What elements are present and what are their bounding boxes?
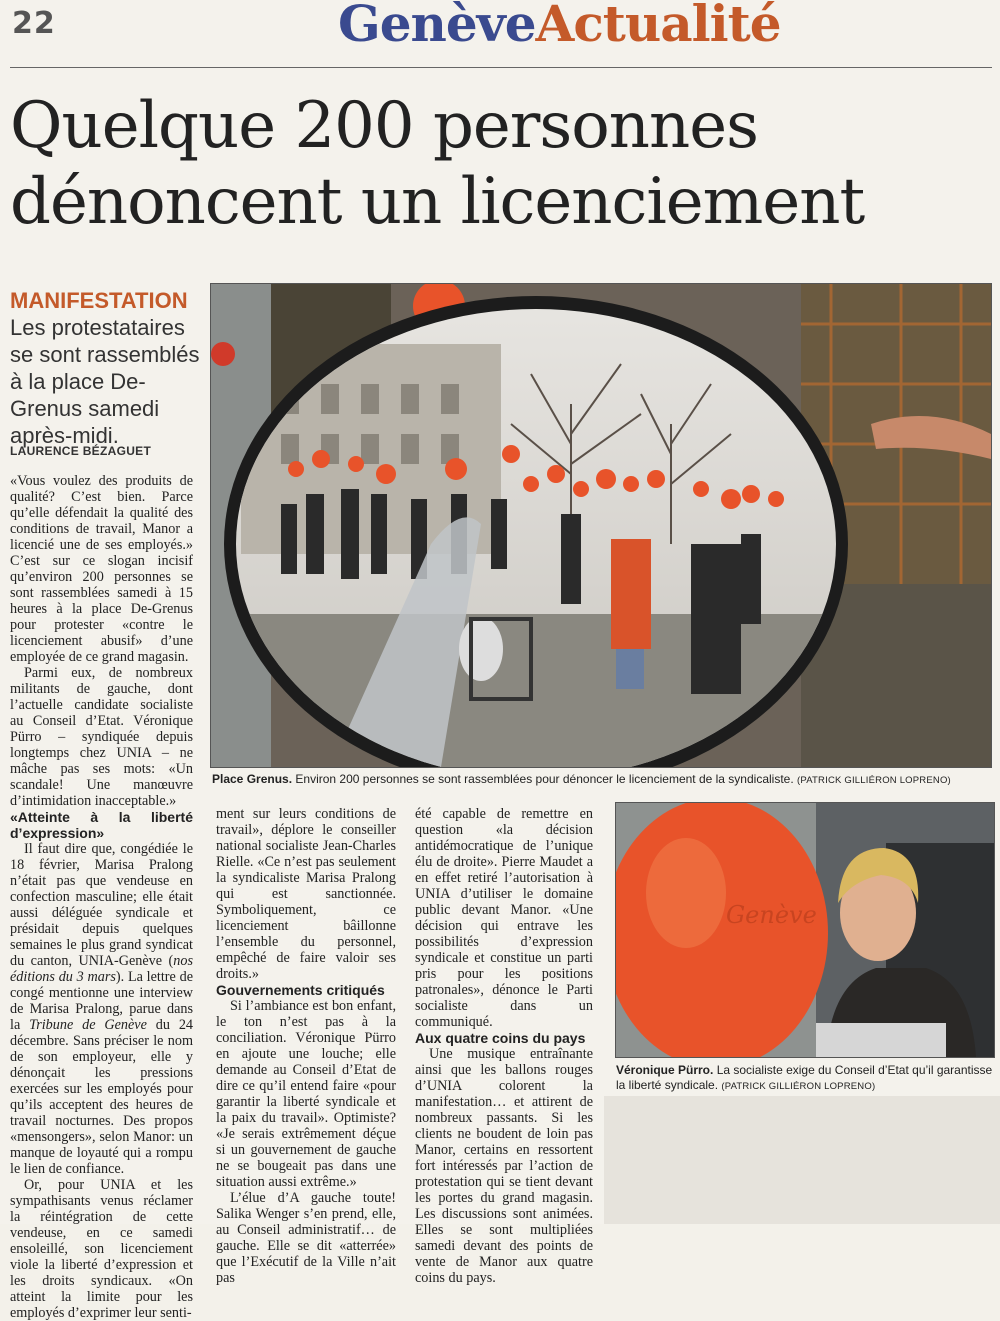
article-column-2: [216, 806, 396, 1286]
headline-line-2: dénoncent un licenciement: [10, 165, 865, 239]
col1-p3-part-b: ). La lettre de congé mentionne une interview de Marisa Pralong, parue dans la: [10, 969, 193, 1033]
main-photo: [210, 283, 992, 768]
masthead: [338, 0, 781, 53]
byline: LAURENCE BÉZAGUET: [10, 444, 152, 458]
col1-paragraph-4: Or, pour UNIA et les sympathisants venus réclamer la réintégration de cette vendeuse, en ce samedi ensoleillé, son licenciement viole la liberté d’expression et les droits syndicaux. «On atteint la limite pour les employés d’exprimer leur senti-: [10, 1177, 193, 1321]
portrait-caption-credit: (PATRICK GILLIÉRON LOPRENO): [721, 1081, 876, 1092]
portrait-photo-caption: [616, 1063, 996, 1094]
portrait-photo: [615, 802, 995, 1058]
col1-paragraph-1: «Vous voulez des produits de qualité? C’est bien. Parce qu’elle défendait la qualité des conditions de travail, Manor a licencié une de ses employés.» C’est sur ce slogan incisif qu’environ 200 personnes se sont rassemblées samedi à 15 heures à la place De-Grenus pour protester «contre le licenciement abusif» d’une employée de ce grand magasin.: [10, 473, 193, 665]
page-number: 22: [12, 6, 56, 41]
header-rule: [10, 67, 992, 68]
portrait-caption-text: La socialiste exige du Conseil d’Etat qu’il garantisse la liberté syndicale.: [616, 1063, 993, 1092]
col2-paragraph-2: Si l’ambiance est bon enfant, le ton n’est pas à la conciliation. Véronique Pürro en ajoute une louche; elle demande au Conseil d’Etat de dire ce qu’il entend faire «pour garantir la liberté syndicale et la paix du travail». Optimiste? «Je serais extrêmement déçue si un gouvernement de gauche ne se bougeait pas dans une situation aussi extrême.»: [216, 998, 396, 1190]
main-photo-caption: [212, 772, 994, 788]
col1-p3-part-a: Il faut dire que, congédiée le 18 février, Marisa Pralong n’était pas que vendeuse en confection masculine; elle était aussi déléguée syndicale et présidait depuis quelques semaines le plus grand syndicat du canton, UNIA-Genève (: [10, 841, 193, 969]
col1-p3-italic-1: nos éditions du 3 mars: [10, 953, 193, 985]
col2-paragraph-3: L’élue d’A gauche toute! Salika Wenger s’en prend, elle, au Conseil administratif… de gauche. Elle se dit «atterrée» que l’Exécutif de la Ville n’ait pas: [216, 1190, 396, 1286]
masthead-section: Actualité: [535, 0, 781, 53]
article-column-3: [415, 806, 593, 1286]
main-caption-title: Place Grenus.: [212, 772, 293, 786]
col1-paragraph-2: Parmi eux, de nombreux militants de gauche, dont l’actuelle candidate socialiste au Conseil d’Etat. Véronique Pürro – syndiquée depuis longtemps chez UNIA – ne mâche pas ses mots: «Un scandale! Une manœuvre d’intimidation inacceptable.»: [10, 665, 193, 809]
masthead-city: Genève: [338, 0, 536, 53]
portrait-photo-image: [616, 803, 994, 1057]
col1-paragraph-3: [10, 841, 193, 1177]
balloon-logo-text: Genève: [726, 901, 817, 929]
col1-subhead: «Atteinte à la liberté d’expression»: [10, 809, 193, 841]
main-caption-credit: (PATRICK GILLIÉRON LOPRENO): [797, 775, 951, 786]
col2-subhead: Gouvernements critiqués: [216, 982, 385, 998]
headline-line-1: Quelque 200 personnes: [10, 89, 758, 163]
kicker: MANIFESTATION: [10, 288, 188, 313]
main-photo-image: [211, 284, 991, 767]
main-caption-text: Environ 200 personnes se sont rassemblées pour dénoncer le licenciement de la syndicaliste.: [295, 772, 794, 786]
col3-paragraph-1: été capable de remettre en question «la décision antidémocratique de l’unique élu de droite». Pierre Maudet a en effet retiré l’autorisation à UNIA d’utiliser le domaine public devant Manor. «Une décision qui entrave les possibilités d’expression syndicale et constitue un parti pris pour les positions patronales», dénonce le Parti socialiste dans un communiqué.: [415, 806, 593, 1030]
headline: [10, 88, 990, 240]
col3-paragraph-2: Une musique entraînante ainsi que les ballons rouges d’UNIA colorent la manifestation… et attirent de nombreux passants. Si les clients ne boudent de loin pas Manor, certains en ressortent fort intéressés par l’action de protestation qui se tient devant les portes du grand magasin. Les discussions sont animées. Elles se sont multipliées samedi devant des points de vente de Manor aux quatre coins du pays.: [415, 1046, 593, 1286]
col2-paragraph-1: ment sur leurs conditions de travail», déplore le conseiller national socialiste Jean-Charles Rielle. «Ce n’est pas seulement la syndicaliste Marisa Pralong qui est sanctionnée. Symboliquement, ce licenciement bâillonne l’ensemble du personnel, empêché de faire valoir ses droits.»: [216, 806, 396, 982]
lead-paragraph: [10, 287, 200, 449]
article-column-1: [10, 473, 193, 1321]
col3-subhead: Aux quatre coins du pays: [415, 1030, 586, 1046]
blank-area: [604, 1096, 1000, 1224]
portrait-caption-title: Véronique Pürro.: [616, 1063, 714, 1077]
lead-text: Les protestataires se sont rassemblés à la place De-Grenus samedi après-midi.: [10, 315, 200, 448]
col1-p3-part-c: du 24 décembre. Sans préciser le nom de son employeur, elle y dénonçait les pressions exercées sur les employés pour qu’ils acceptent des heures de travail nocturnes. Des propos «mensongers», selon Manor: un manque de loyauté qui a rompu le lien de confiance.: [10, 1017, 193, 1177]
col1-p3-italic-2: Tribune de Genève: [29, 1017, 147, 1033]
